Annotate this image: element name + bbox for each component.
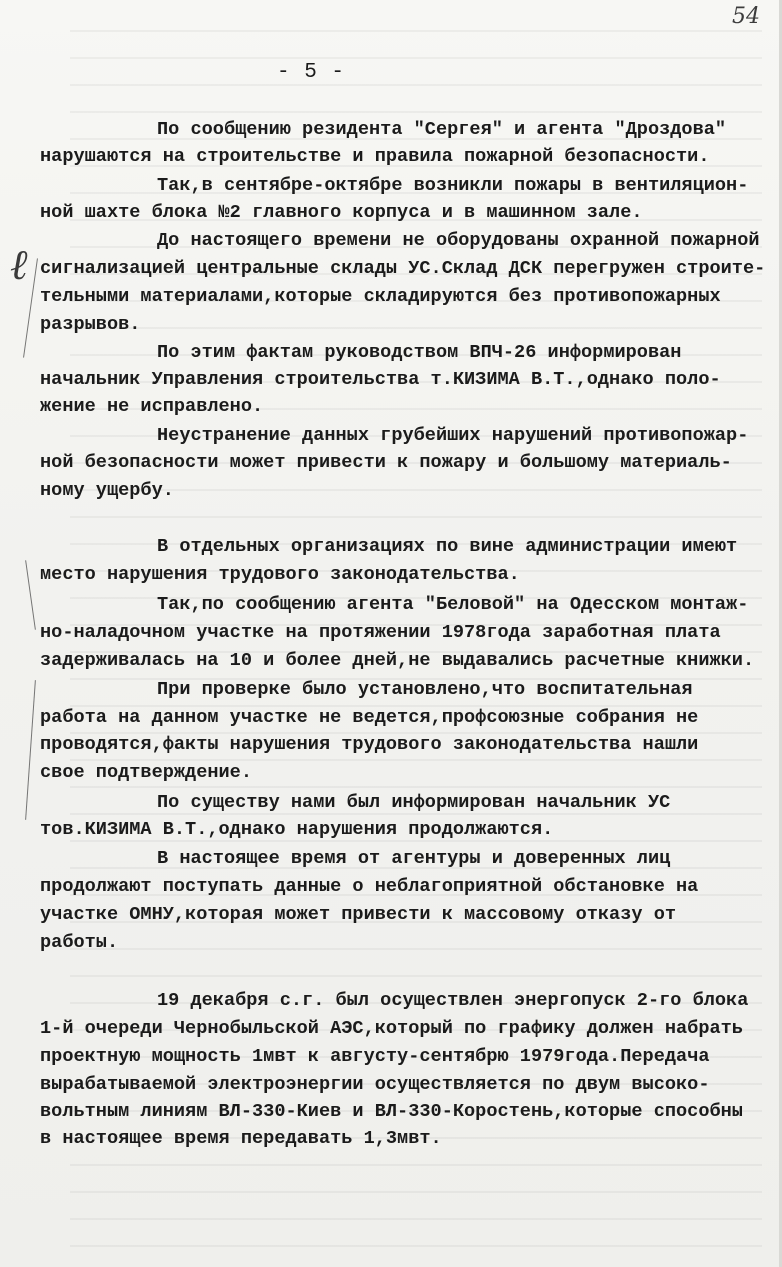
text-line-7: тельными материалами,которые складируются без противопожарных xyxy=(40,286,721,307)
text-line-4: ной шахте блока №2 главного корпуса и в машинном зале. xyxy=(40,202,643,223)
text-line-18: но-наладочном участке на протяжении 1978года заработная плата xyxy=(40,622,721,643)
text-line-8: разрывов. xyxy=(40,314,141,335)
text-line-2: нарушаются на строительстве и правила пожарной безопасности. xyxy=(40,146,710,167)
text-line-26: В настоящее время от агентуры и доверенных лиц xyxy=(157,848,671,869)
text-line-14: ному ущербу. xyxy=(40,480,174,501)
text-line-28: участке ОМНУ,которая может привести к массовому отказу от xyxy=(40,904,677,925)
text-line-21: работа на данном участке не ведется,профсоюзные собрания не xyxy=(40,707,699,728)
text-line-29: работы. xyxy=(40,932,119,953)
text-line-17: Так,по сообщению агента "Беловой" на Одесском монтаж- xyxy=(157,594,749,615)
text-line-12: Неустранение данных грубейших нарушений противопожар- xyxy=(157,425,749,446)
text-line-33: вырабатываемой электроэнергии осуществляется по двум высоко- xyxy=(40,1074,710,1095)
text-line-6: сигнализацией центральные склады УС.Склад ДСК перегружен строите- xyxy=(40,258,766,279)
text-line-15: В отдельных организациях по вине администрации имеют xyxy=(157,536,738,557)
text-line-23: свое подтверждение. xyxy=(40,762,253,783)
margin-mark-line-2 xyxy=(25,560,36,629)
text-line-9: По этим фактам руководством ВПЧ-26 информирован xyxy=(157,342,682,363)
text-line-22: проводятся,факты нарушения трудового законодательства нашли xyxy=(40,734,699,755)
text-line-20: При проверке было установлено,что воспитательная xyxy=(157,679,693,700)
text-line-25: тов.КИЗИМА В.Т.,однако нарушения продолжаются. xyxy=(40,819,554,840)
text-line-30: 19 декабря с.г. был осуществлен энергопуск 2-го блока xyxy=(157,990,749,1011)
handwritten-page-number: 54 xyxy=(732,4,760,29)
text-line-31: 1-й очереди Чернобыльской АЭС,который по графику должен набрать xyxy=(40,1018,743,1039)
text-line-3: Так,в сентябре-октябре возникли пожары в вентиляцион- xyxy=(157,175,749,196)
text-line-5: До настоящего времени не оборудованы охранной пожарной xyxy=(157,230,760,251)
text-line-24: По существу нами был информирован начальник УС xyxy=(157,792,671,813)
text-line-35: в настоящее время передавать 1,3мвт. xyxy=(40,1128,442,1149)
margin-mark-line-3 xyxy=(25,680,36,820)
typed-page-number: - 5 - xyxy=(277,61,346,84)
text-line-19: задерживалась на 10 и более дней,не выдавались расчетные книжки. xyxy=(40,650,755,671)
text-line-34: вольтным линиям ВЛ-330-Киев и ВЛ-330-Коростень,которые способны xyxy=(40,1101,743,1122)
text-line-1: По сообщению резидента "Сергея" и агента "Дроздова" xyxy=(157,119,727,140)
text-line-10: начальник Управления строительства т.КИЗИМА В.Т.,однако поло- xyxy=(40,369,721,390)
text-line-11: жение не исправлено. xyxy=(40,396,264,417)
margin-mark-glyph: ℓ xyxy=(10,240,28,289)
text-line-13: ной безопасности может привести к пожару и большому материаль- xyxy=(40,452,732,473)
text-line-32: проектную мощность 1мвт к августу-сентябрю 1979года.Передача xyxy=(40,1046,710,1067)
text-line-16: место нарушения трудового законодательства. xyxy=(40,564,520,585)
text-line-27: продолжают поступать данные о неблагоприятной обстановке на xyxy=(40,876,699,897)
